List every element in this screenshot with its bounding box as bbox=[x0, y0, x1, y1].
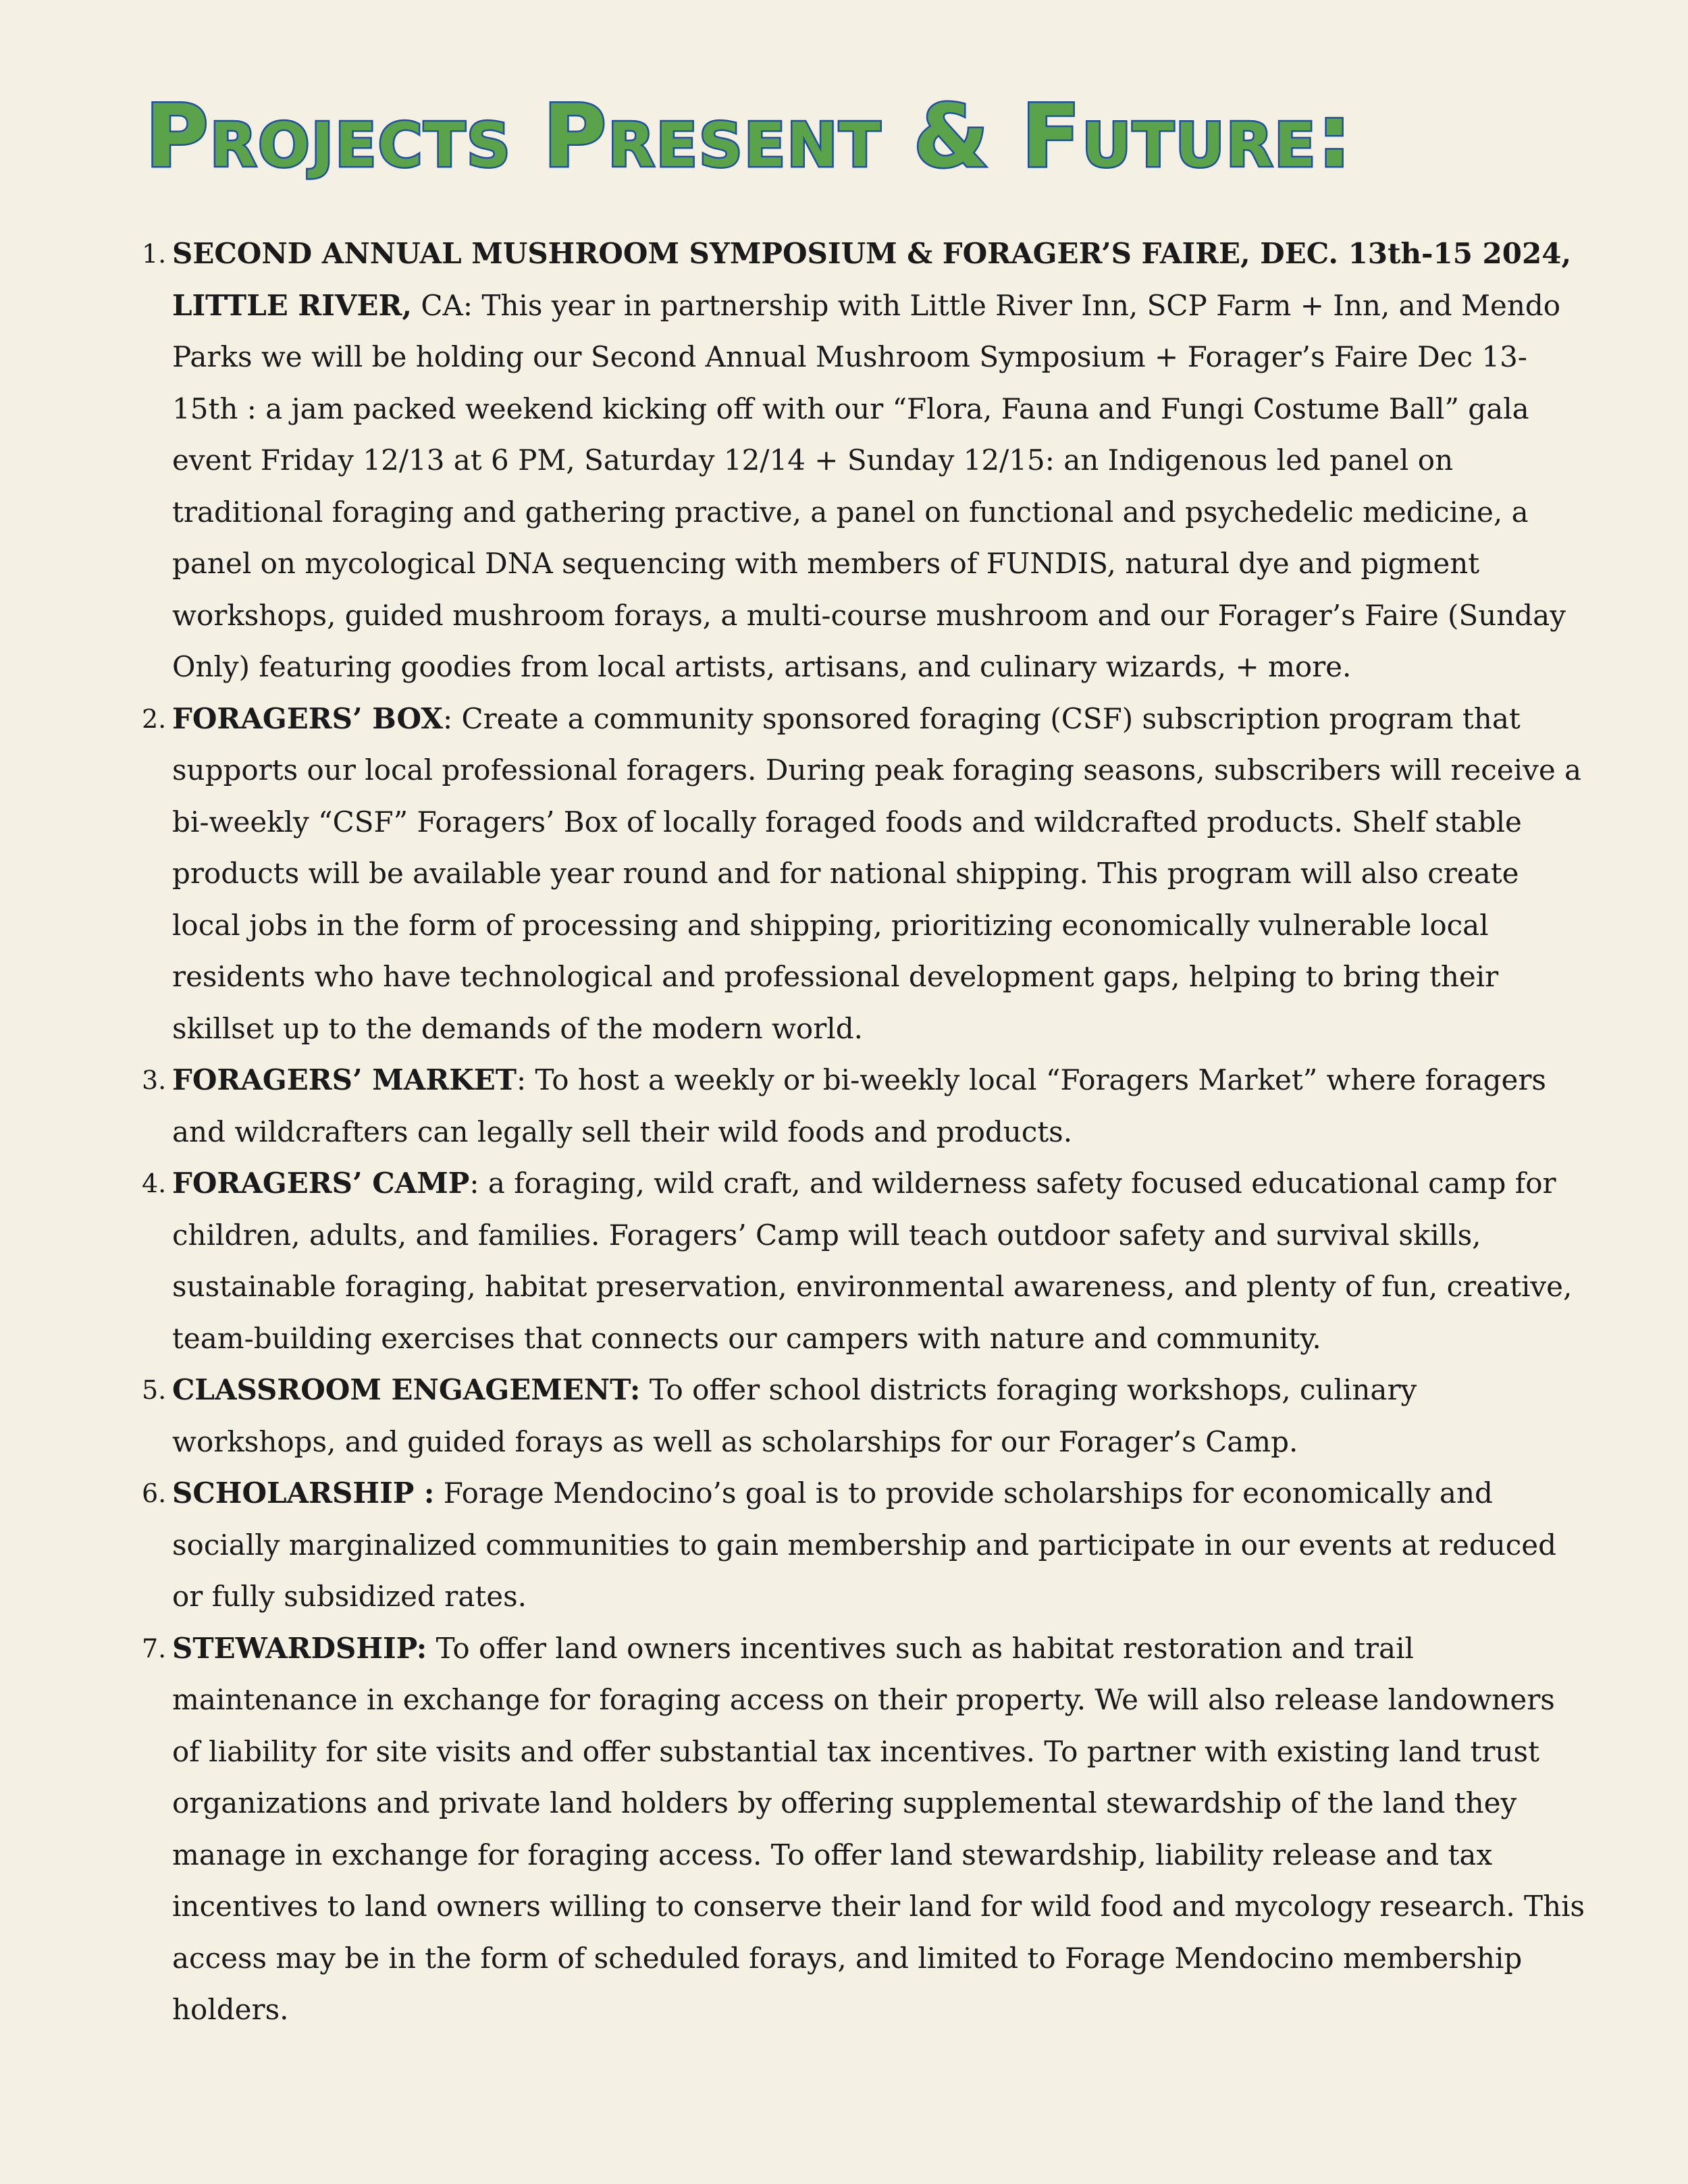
list-item bbox=[0, 1364, 1688, 1468]
item-number: 2. bbox=[142, 703, 167, 734]
item-number: 5. bbox=[142, 1375, 167, 1405]
item-number: 4. bbox=[142, 1169, 167, 1198]
item-label: FORAGERS’ BOX bbox=[172, 701, 443, 735]
item-text: Forage Mendocino’s goal is to provide scholarships for economically and socially marginalized communities to gain membership and participate in our events at reduced or fully subsidized rates. bbox=[172, 1476, 1557, 1613]
item-number: 7. bbox=[142, 1633, 167, 1663]
item-label: CLASSROOM ENGAGEMENT: bbox=[172, 1373, 641, 1406]
item-label: FORAGERS’ CAMP bbox=[172, 1167, 470, 1200]
item-label: SECOND ANNUAL MUSHROOM SYMPOSIUM & FORAGER’S FAIRE, DEC. 13th-15 2024, LITTLE RIVER, bbox=[172, 237, 1572, 322]
item-text: To offer land owners incentives such as habitat restoration and trail maintenance in exchange for foraging access on their property. We will also release landowners of liability for site visits and offer substantial tax incentives. To partner with existing land trust organizations and private land holders by offering supplemental stewardship of the land they manage in exchange for foraging access. To offer land stewardship, liability release and tax incentives to land owners willing to conserve their land for wild food and mycology research. This access may be in the form of scheduled forays, and limited to Forage Mendocino membership holders. bbox=[172, 1631, 1585, 2026]
item-text: CA: This year in partnership with Little River Inn, SCP Farm + Inn, and Mendo Parks we will be holding our Second Annual Mushroom Symposium + Forager’s Faire Dec 13-15th : a jam packed weekend kicking off with our “Flora, Fauna and Fungi Costume Ball” gala event Friday 12/13 at 6 PM, Saturday 12/14 + Sunday 12/15: an Indigenous led panel on traditional foraging and gathering practive, a panel on functional and psychedelic medicine, a panel on mycological DNA sequencing with members of FUNDIS, natural dye and pigment workshops, guided mushroom forays, a multi-course mushroom and our Forager’s Faire (Sunday Only) featuring goodies from local artists, artisans, and culinary wizards, + more. bbox=[172, 288, 1566, 683]
item-number: 6. bbox=[142, 1479, 167, 1508]
list-item bbox=[0, 1468, 1688, 1623]
item-label: FORAGERS’ MARKET bbox=[172, 1063, 517, 1096]
item-label: SCHOLARSHIP : bbox=[172, 1476, 435, 1510]
list-item bbox=[0, 1055, 1688, 1158]
list-item bbox=[0, 693, 1688, 1055]
item-text: : Create a community sponsored foraging (CSF) subscription program that supports our local professional foragers. During peak foraging seasons, subscribers will receive a bi-weekly “CSF” Foragers’ Box of locally foraged foods and wildcrafted products. Shelf stable products will be available year round and for national shipping. This program will also create local jobs in the form of processing and shipping, prioritizing economically vulnerable local residents who have technological and professional development gaps, helping to bring their skillset up to the demands of the modern world. bbox=[172, 701, 1582, 1045]
item-number: 3. bbox=[142, 1065, 167, 1095]
projects-list bbox=[0, 228, 1688, 2036]
list-item bbox=[0, 1158, 1688, 1364]
list-item bbox=[0, 1623, 1688, 2036]
item-text: : a foraging, wild craft, and wilderness safety focused educational camp for children, adults, and families. Foragers’ Camp will teach outdoor safety and survival skills, sustainable foraging, habitat preservation, environmental awareness, and plenty of fun, creative, team-building exercises that connects our campers with nature and community. bbox=[172, 1167, 1573, 1355]
item-text: : To host a weekly or bi-weekly local “Foragers Market” where foragers and wildcrafters can legally sell their wild foods and products. bbox=[172, 1063, 1546, 1148]
page-title: Projects Present & Future: bbox=[145, 86, 1353, 187]
item-label: STEWARDSHIP: bbox=[172, 1631, 427, 1665]
item-text: To offer school districts foraging workshops, culinary workshops, and guided forays as well as scholarships for our Forager’s Camp. bbox=[172, 1373, 1417, 1458]
list-item bbox=[0, 228, 1688, 693]
item-number: 1. bbox=[142, 239, 167, 269]
